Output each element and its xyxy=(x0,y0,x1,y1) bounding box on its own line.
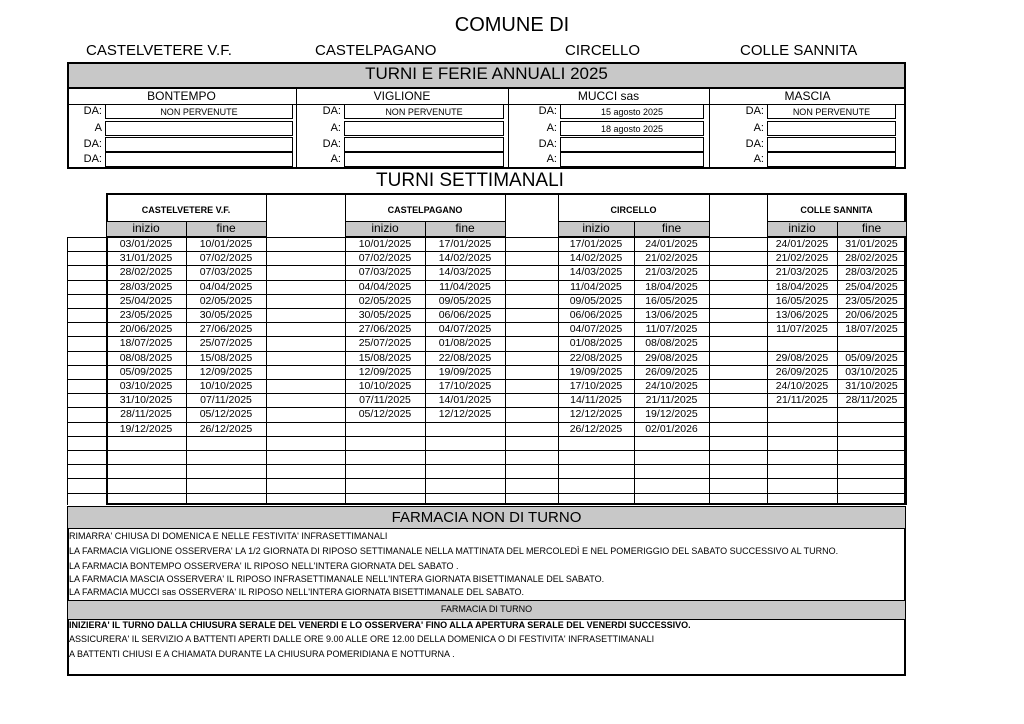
turni-inizio-cell: 26/12/2025 xyxy=(569,422,623,435)
turni-fine-cell: 26/09/2025 xyxy=(645,365,698,378)
non-turno-line: LA FARMACIA MASCIA OSSERVERA' IL RIPOSO INFRASETTIMANALE NELL'INTERA GIORNATA BISETTIMANALE DEL SABATO. xyxy=(69,574,605,584)
turni-fine-cell: 12/12/2025 xyxy=(438,408,492,421)
rule-line xyxy=(67,422,906,423)
rule-line xyxy=(67,493,906,494)
turni-fine-cell: 13/06/2025 xyxy=(645,309,698,321)
turni-inizio-cell: 14/03/2025 xyxy=(569,266,623,279)
turni-inizio-cell: 06/06/2025 xyxy=(569,309,623,321)
rule-line xyxy=(67,450,906,451)
rule-line xyxy=(67,436,906,437)
turni-inizio-cell: 12/09/2025 xyxy=(358,365,412,378)
col-fine: fine xyxy=(861,221,882,235)
rule-line xyxy=(67,237,906,238)
turni-inizio-cell: 01/08/2025 xyxy=(569,337,623,350)
ferie-row-label: DA: xyxy=(538,105,557,117)
turni-inizio-cell: 07/03/2025 xyxy=(358,266,412,279)
turni-inizio-cell: 21/02/2025 xyxy=(775,252,829,265)
ferie-pharmacy-name: MUCCI sas xyxy=(577,89,640,103)
turni-inizio-cell: 12/12/2025 xyxy=(569,408,623,421)
ferie-date-box xyxy=(344,121,504,136)
ferie-date-box xyxy=(105,152,293,167)
col-inizio: inizio xyxy=(371,221,399,235)
turni-fine-cell: 19/09/2025 xyxy=(438,365,492,378)
ferie-row-label: DA: xyxy=(745,138,764,150)
rule-line xyxy=(67,251,906,252)
turni-inizio-cell: 04/04/2025 xyxy=(358,280,412,293)
col-inizio: inizio xyxy=(132,221,160,235)
rule-line xyxy=(67,280,906,281)
turni-inizio-cell: 14/02/2025 xyxy=(569,252,623,265)
turni-inizio-cell: 07/11/2025 xyxy=(359,394,411,407)
rule-line xyxy=(67,407,906,408)
town-circello: CIRCELLO xyxy=(565,42,641,59)
ferie-row-label: A: xyxy=(753,122,764,134)
turni-fine-cell: 14/03/2025 xyxy=(438,266,492,279)
turni-fine-cell: 28/03/2025 xyxy=(845,266,898,279)
col-fine: fine xyxy=(216,221,236,235)
rule-line xyxy=(67,322,906,323)
turni-inizio-cell: 17/01/2025 xyxy=(569,238,623,250)
rule-line xyxy=(67,464,906,465)
turni-fine-cell: 21/03/2025 xyxy=(645,266,698,279)
ferie-row-label: DA: xyxy=(83,105,102,117)
ferie-row-label: A: xyxy=(753,153,764,165)
col-inizio: inizio xyxy=(582,221,610,235)
turni-inizio-cell: 31/10/2025 xyxy=(119,394,173,407)
col-inizio: inizio xyxy=(788,221,816,235)
ferie-date-box xyxy=(344,152,504,167)
ferie-date-value: NON PERVENUTE xyxy=(385,107,463,117)
turni-inizio-cell: 18/04/2025 xyxy=(775,280,829,293)
turni-fine-cell: 09/05/2025 xyxy=(438,294,492,307)
turni-inizio-cell: 03/01/2025 xyxy=(119,238,173,250)
rule-line xyxy=(67,478,906,479)
ferie-date-box xyxy=(105,121,293,136)
turni-inizio-cell: 05/09/2025 xyxy=(119,365,173,378)
turni-inizio-cell: 15/08/2025 xyxy=(358,351,412,364)
ferie-row-label: DA: xyxy=(83,138,102,150)
town-castelvetere: CASTELVETERE V.F. xyxy=(86,42,232,59)
turni-fine-cell: 11/07/2025 xyxy=(645,323,698,336)
turni-fine-cell: 03/10/2025 xyxy=(845,365,898,378)
rule-line xyxy=(266,193,267,505)
ferie-date-value: NON PERVENUTE xyxy=(792,107,871,117)
turni-fine-cell: 30/05/2025 xyxy=(199,309,253,321)
turni-inizio-cell: 02/05/2025 xyxy=(358,294,412,307)
turni-fine-cell: 16/05/2025 xyxy=(645,294,698,307)
turni-inizio-cell: 17/10/2025 xyxy=(569,380,623,392)
turni-title: TURNI SETTIMANALI xyxy=(376,170,564,191)
turni-inizio-cell: 09/05/2025 xyxy=(569,294,623,307)
ferie-date-value: 18 agosto 2025 xyxy=(600,124,664,134)
turni-fine-cell: 31/01/2025 xyxy=(845,238,898,250)
ferie-date-box xyxy=(105,137,293,152)
rule-line xyxy=(505,193,506,505)
turni-inizio-cell: 28/03/2025 xyxy=(119,280,173,293)
rule-line xyxy=(67,365,906,366)
turni-inizio-cell: 05/12/2025 xyxy=(358,408,412,421)
turni-fine-cell: 10/01/2025 xyxy=(199,238,253,250)
ferie-date-box xyxy=(767,137,896,152)
di-turno-line: INIZIERA' IL TURNO DALLA CHIUSURA SERALE DEL VENERDI E LO OSSERVERA' FINO ALLA APERTURA SERALE DEL VENERDI SUCCESSIVO. xyxy=(69,620,691,630)
turni-inizio-cell: 27/06/2025 xyxy=(358,323,412,336)
turni-inizio-cell: 08/08/2025 xyxy=(119,351,173,364)
turni-inizio-cell: 23/05/2025 xyxy=(119,309,173,321)
turni-inizio-cell: 14/11/2025 xyxy=(570,394,622,407)
turni-fine-cell: 02/05/2025 xyxy=(199,294,253,307)
turni-inizio-cell: 28/11/2025 xyxy=(120,408,172,421)
turni-fine-cell: 18/07/2025 xyxy=(845,323,898,336)
turni-fine-cell: 17/10/2025 xyxy=(438,380,492,392)
page-title: COMUNE DI xyxy=(454,14,570,36)
turni-fine-cell: 18/04/2025 xyxy=(645,280,698,293)
col-fine: fine xyxy=(661,221,682,235)
ferie-pharmacy-name: VIGLIONE xyxy=(373,89,431,103)
non-turno-line: LA FARMACIA VIGLIONE OSSERVERA' LA 1/2 GIORNATA DI RIPOSO SETTIMANALE NELLA MATTINATA DEL MERCOLEDÌ E NEL POMERIGGIO DEL SABATO SUCCESSIVO AL TURNO. xyxy=(69,546,839,556)
turni-inizio-cell: 28/02/2025 xyxy=(119,266,173,279)
turni-inizio-cell: 13/06/2025 xyxy=(775,309,829,321)
town-colle-sannita: COLLE SANNITA xyxy=(740,42,858,59)
turni-fine-cell: 24/10/2025 xyxy=(645,380,698,392)
turni-inizio-cell: 04/07/2025 xyxy=(569,323,623,336)
ferie-row-label: DA: xyxy=(745,105,764,117)
turni-inizio-cell: 11/07/2025 xyxy=(776,323,828,336)
di-turno-line: A BATTENTI CHIUSI E A CHIAMATA DURANTE LA CHIUSURA POMERIDIANA E NOTTURNA . xyxy=(69,649,455,659)
turni-inizio-cell: 03/10/2025 xyxy=(119,380,173,392)
turni-fine-cell: 11/04/2025 xyxy=(439,280,491,293)
turni-inizio-cell: 19/12/2025 xyxy=(119,422,173,435)
turni-fine-cell: 07/11/2025 xyxy=(200,394,252,407)
turni-inizio-cell: 22/08/2025 xyxy=(569,351,623,364)
turni-fine-cell: 06/06/2025 xyxy=(438,309,492,321)
rule-line xyxy=(67,308,906,309)
ferie-date-box xyxy=(767,152,896,167)
turni-fine-cell: 19/12/2025 xyxy=(645,408,698,421)
ferie-row-label: DA: xyxy=(322,105,341,117)
ferie-title: TURNI E FERIE ANNUALI 2025 xyxy=(365,64,608,83)
turni-inizio-cell: 07/02/2025 xyxy=(358,252,412,265)
di-turno-title: FARMACIA DI TURNO xyxy=(440,604,533,614)
turni-fine-cell: 04/04/2025 xyxy=(199,280,253,293)
turni-fine-cell: 21/02/2025 xyxy=(645,252,698,265)
ferie-row-label: A xyxy=(94,122,102,134)
di-turno-line: ASSICURERA' IL SERVIZIO A BATTENTI APERTI DALLE ORE 9.00 ALLE ORE 12.00 DELLA DOMENICA O DI FESTIVITA' INFRASETTIMANALI xyxy=(69,634,655,644)
turni-fine-cell: 02/01/2026 xyxy=(645,422,698,435)
ferie-date-box xyxy=(560,137,704,152)
turni-fine-cell: 15/08/2025 xyxy=(199,351,253,364)
turni-group-name: COLLE SANNITA xyxy=(800,205,873,215)
turni-inizio-cell: 31/01/2025 xyxy=(119,252,173,265)
turni-inizio-cell: 25/04/2025 xyxy=(119,294,173,307)
turni-fine-cell: 27/06/2025 xyxy=(199,323,253,336)
turni-inizio-cell: 20/06/2025 xyxy=(119,323,173,336)
turni-inizio-cell: 26/09/2025 xyxy=(775,365,829,378)
turni-inizio-cell: 18/07/2025 xyxy=(119,337,173,350)
rule-line xyxy=(67,379,906,380)
turni-fine-cell: 14/02/2025 xyxy=(438,252,492,265)
ferie-date-value: NON PERVENUTE xyxy=(160,107,238,117)
turni-fine-cell: 04/07/2025 xyxy=(438,323,492,336)
ferie-date-box xyxy=(344,137,504,152)
non-turno-title: FARMACIA NON DI TURNO xyxy=(391,509,582,526)
rule-line xyxy=(906,193,907,505)
turni-fine-cell: 24/01/2025 xyxy=(645,238,698,250)
turni-inizio-cell: 10/10/2025 xyxy=(358,380,412,392)
turni-inizio-cell: 24/10/2025 xyxy=(775,380,829,392)
turni-inizio-cell: 29/08/2025 xyxy=(775,351,829,364)
turni-fine-cell: 07/02/2025 xyxy=(199,252,253,265)
turni-inizio-cell: 16/05/2025 xyxy=(775,294,829,307)
ferie-row-label: A: xyxy=(330,153,341,165)
turni-fine-cell: 05/09/2025 xyxy=(845,351,898,364)
rule-line xyxy=(67,351,906,352)
non-turno-line: LA FARMACIA BONTEMPO OSSERVERA' IL RIPOSO NELL'INTERA GIORNATA DEL SABATO . xyxy=(69,561,459,571)
turni-fine-cell: 22/08/2025 xyxy=(438,351,492,364)
turni-inizio-cell: 11/04/2025 xyxy=(570,280,622,293)
turni-fine-cell: 28/02/2025 xyxy=(845,252,898,265)
turni-inizio-cell: 19/09/2025 xyxy=(569,365,623,378)
rule-line xyxy=(67,393,906,394)
turni-inizio-cell: 10/01/2025 xyxy=(358,238,412,250)
turni-inizio-cell: 21/11/2025 xyxy=(776,394,828,407)
turni-fine-cell: 05/12/2025 xyxy=(199,408,253,421)
turni-fine-cell: 28/11/2025 xyxy=(845,394,898,407)
turni-fine-cell: 21/11/2025 xyxy=(645,394,698,407)
rule-line xyxy=(67,265,906,266)
non-turno-line: LA FARMACIA MUCCI sas OSSERVERA' IL RIPOSO NELL'INTERA GIORNATA BISETTIMANALE DEL SABATO. xyxy=(69,587,525,597)
ferie-date-box xyxy=(560,152,704,167)
turni-fine-cell: 26/12/2025 xyxy=(199,422,253,435)
turni-inizio-cell: 24/01/2025 xyxy=(775,238,829,250)
turni-fine-cell: 07/03/2025 xyxy=(199,266,253,279)
ferie-row-label: DA: xyxy=(83,153,102,165)
turni-fine-cell: 10/10/2025 xyxy=(199,380,253,392)
ferie-row-label: A: xyxy=(546,122,557,134)
ferie-row-label: DA: xyxy=(322,138,341,150)
town-castelpagano: CASTELPAGANO xyxy=(315,42,437,59)
turni-fine-cell: 31/10/2025 xyxy=(845,380,898,392)
ferie-row-label: DA: xyxy=(538,138,557,150)
turni-inizio-cell: 25/07/2025 xyxy=(358,337,412,350)
ferie-date-value: 15 agosto 2025 xyxy=(600,107,664,117)
turni-fine-cell: 17/01/2025 xyxy=(438,238,492,250)
turni-inizio-cell: 21/03/2025 xyxy=(775,266,829,279)
turni-fine-cell: 08/08/2025 xyxy=(645,337,698,350)
non-turno-line: RIMARRA' CHIUSA DI DOMENICA E NELLE FESTIVITA' INFRASETTIMANALI xyxy=(69,531,388,541)
turni-fine-cell: 14/01/2025 xyxy=(438,394,492,407)
turni-group-name: CASTELVETERE V.F. xyxy=(141,205,231,215)
turni-fine-cell: 12/09/2025 xyxy=(199,365,253,378)
turni-fine-cell: 25/04/2025 xyxy=(845,280,898,293)
turni-group-name: CIRCELLO xyxy=(610,205,657,215)
rule-line xyxy=(709,193,710,505)
rule-line xyxy=(67,336,906,337)
turni-inizio-cell: 30/05/2025 xyxy=(358,309,412,321)
turni-fine-cell: 20/06/2025 xyxy=(845,309,898,321)
turni-fine-cell: 01/08/2025 xyxy=(438,337,492,350)
ferie-row-label: A: xyxy=(546,153,557,165)
col-fine: fine xyxy=(455,221,475,235)
turni-group-name: CASTELPAGANO xyxy=(387,205,463,215)
ferie-date-box xyxy=(767,121,896,136)
ferie-pharmacy-name: BONTEMPO xyxy=(147,89,216,103)
ferie-row-label: A: xyxy=(330,122,341,134)
turni-fine-cell: 25/07/2025 xyxy=(199,337,253,350)
turni-fine-cell: 23/05/2025 xyxy=(845,294,898,307)
rule-line xyxy=(67,294,906,295)
turni-fine-cell: 29/08/2025 xyxy=(645,351,698,364)
ferie-pharmacy-name: MASCIA xyxy=(784,89,831,103)
